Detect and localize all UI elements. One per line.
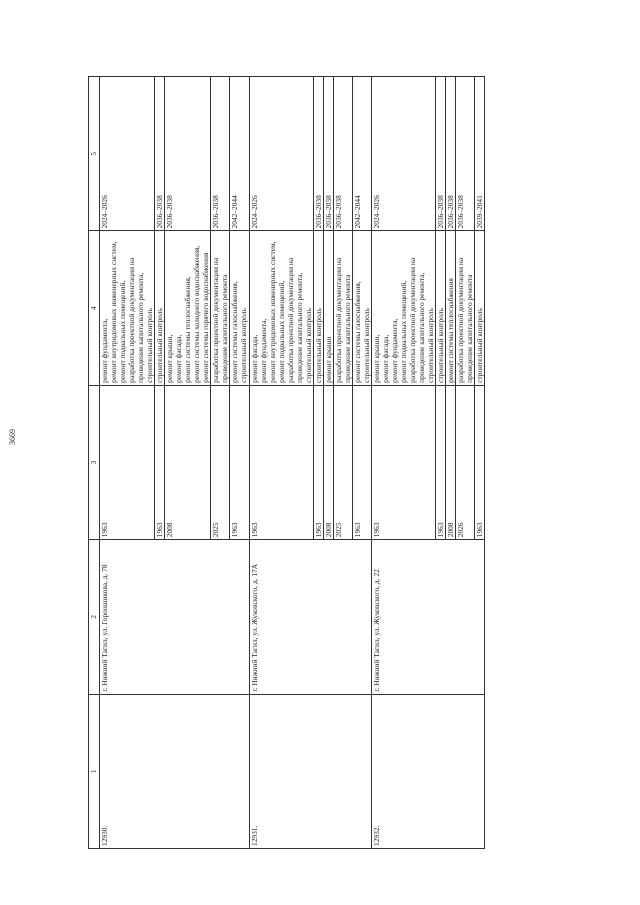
work-item: разработка проектной документации на bbox=[285, 257, 295, 383]
works-cell bbox=[456, 231, 475, 385]
record-number: 12930. bbox=[100, 694, 250, 848]
year-cell: 1963 bbox=[155, 385, 165, 539]
work-item: проведение капитального ремонта, bbox=[136, 272, 146, 383]
period-cell: 2036–2038 bbox=[333, 77, 352, 231]
year-cell: 2008 bbox=[446, 385, 456, 539]
table-row bbox=[100, 77, 155, 849]
page-number: 3669 bbox=[8, 429, 17, 445]
work-item: строительный контроль bbox=[475, 308, 485, 383]
work-item: ремонт системы газоснабжения, bbox=[352, 281, 362, 383]
year-cell: 1963 bbox=[249, 385, 313, 539]
building-address: г. Нижний Тагил, ул. Жуковского, д. 17А bbox=[249, 540, 371, 694]
work-item: ремонт внутридомовых инженерных систем, bbox=[109, 241, 119, 383]
period-cell: 2024–2026 bbox=[249, 77, 313, 231]
work-item: разработка проектной документации на bbox=[127, 257, 137, 383]
record-number: 12932. bbox=[371, 694, 484, 848]
period-cell: 2036–2038 bbox=[446, 77, 456, 231]
works-cell bbox=[371, 231, 435, 385]
period-cell: 2036–2038 bbox=[155, 77, 165, 231]
work-item: ремонт фундамента, bbox=[389, 318, 399, 383]
works-cell bbox=[313, 231, 323, 385]
works-cell bbox=[100, 231, 155, 385]
period-cell: 2024–2026 bbox=[371, 77, 435, 231]
period-cell: 2024–2026 bbox=[100, 77, 155, 231]
work-item: ремонт крыши bbox=[323, 336, 333, 383]
work-item: ремонт внутридомовых инженерных систем, bbox=[267, 241, 277, 383]
year-cell: 2008 bbox=[165, 385, 211, 539]
column-number-header: 2 bbox=[89, 540, 100, 694]
work-item: ремонт крыши, bbox=[371, 334, 381, 383]
work-item: ремонт фасада, bbox=[249, 334, 259, 383]
year-cell: 2025 bbox=[333, 385, 352, 539]
work-item: строительный контроль bbox=[155, 308, 165, 383]
work-item: разработка проектной документации на bbox=[456, 257, 466, 383]
works-cell bbox=[352, 231, 371, 385]
year-cell: 1963 bbox=[100, 385, 155, 539]
work-item: строительный контроль bbox=[239, 308, 249, 383]
period-cell: 2042–2044 bbox=[352, 77, 371, 231]
work-item: строительный контроль bbox=[436, 308, 446, 383]
work-item: ремонт фасада, bbox=[174, 334, 184, 383]
works-cell bbox=[475, 231, 485, 385]
year-cell: 1963 bbox=[230, 385, 249, 539]
works-cell bbox=[155, 231, 165, 385]
year-cell: 1963 bbox=[352, 385, 371, 539]
work-item: ремонт системы горячего водоснабжения bbox=[201, 252, 211, 383]
table-row bbox=[249, 77, 313, 849]
work-item: строительный контроль bbox=[426, 308, 436, 383]
year-cell: 1963 bbox=[371, 385, 435, 539]
work-item: проведение капитального ремонта bbox=[465, 274, 475, 383]
table-body bbox=[100, 77, 485, 849]
repair-schedule-table bbox=[88, 76, 485, 849]
work-item: строительный контроль bbox=[361, 308, 371, 383]
work-item: разработка проектной документации на bbox=[333, 257, 343, 383]
work-item: ремонт подвальных помещений, bbox=[276, 280, 286, 383]
work-item: ремонт крыши, bbox=[165, 334, 175, 383]
year-cell: 1963 bbox=[313, 385, 323, 539]
work-item: строительный контроль bbox=[145, 308, 155, 383]
works-cell bbox=[211, 231, 230, 385]
column-number-header: 1 bbox=[89, 694, 100, 848]
year-cell: 1963 bbox=[475, 385, 485, 539]
record-number: 12931. bbox=[249, 694, 371, 848]
work-item: проведение капитального ремонта, bbox=[294, 272, 304, 383]
column-number-header: 5 bbox=[89, 77, 100, 231]
rotated-table-container bbox=[88, 76, 588, 849]
work-item: разработка проектной документации на bbox=[408, 257, 418, 383]
column-number-header: 4 bbox=[89, 231, 100, 385]
period-cell: 2042–2044 bbox=[230, 77, 249, 231]
work-item: ремонт фундамента, bbox=[258, 318, 268, 383]
period-cell: 2036–2038 bbox=[211, 77, 230, 231]
work-item: проведение капитального ремонта bbox=[342, 274, 352, 383]
period-cell: 2036–2038 bbox=[456, 77, 475, 231]
building-address: г. Нижний Тагил, ул. Жуковского, д. 22 bbox=[371, 540, 484, 694]
work-item: ремонт системы холодного водоснабжения, bbox=[192, 245, 202, 383]
works-cell bbox=[446, 231, 456, 385]
work-item: разработка проектной документации на bbox=[211, 257, 221, 383]
column-number-header: 3 bbox=[89, 385, 100, 539]
work-item: ремонт фундамента, bbox=[100, 318, 109, 383]
work-item: строительный контроль bbox=[313, 308, 323, 383]
period-cell: 2036–2038 bbox=[323, 77, 333, 231]
work-item: ремонт подвальных помещений, bbox=[399, 280, 408, 383]
works-cell bbox=[436, 231, 446, 385]
works-cell bbox=[165, 231, 211, 385]
works-cell bbox=[249, 231, 313, 385]
work-item: строительный контроль bbox=[303, 308, 313, 383]
work-item: ремонт подвальных помещений, bbox=[118, 280, 128, 383]
table-row bbox=[371, 77, 435, 849]
work-item: ремонт системы теплоснабжения, bbox=[183, 276, 193, 383]
period-cell: 2036–2038 bbox=[436, 77, 446, 231]
year-cell: 2008 bbox=[323, 385, 333, 539]
works-cell bbox=[230, 231, 249, 385]
work-item: проведение капитального ремонта, bbox=[417, 272, 427, 383]
column-number-header-row bbox=[89, 77, 100, 849]
period-cell: 2036–2038 bbox=[313, 77, 323, 231]
work-item: ремонт фасада, bbox=[380, 334, 390, 383]
works-cell bbox=[333, 231, 352, 385]
year-cell: 1963 bbox=[436, 385, 446, 539]
year-cell: 2026 bbox=[456, 385, 475, 539]
work-item: ремонт системы теплоснабжения bbox=[446, 278, 456, 383]
building-address: г. Нижний Тагил, ул. Гороншикова, д. 78 bbox=[100, 540, 250, 694]
works-cell bbox=[323, 231, 333, 385]
period-cell: 2039–2041 bbox=[475, 77, 485, 231]
work-item: проведение капитального ремонта bbox=[220, 274, 230, 383]
period-cell: 2036–2038 bbox=[165, 77, 211, 231]
year-cell: 2025 bbox=[211, 385, 230, 539]
work-item: ремонт системы газоснабжения, bbox=[230, 281, 240, 383]
